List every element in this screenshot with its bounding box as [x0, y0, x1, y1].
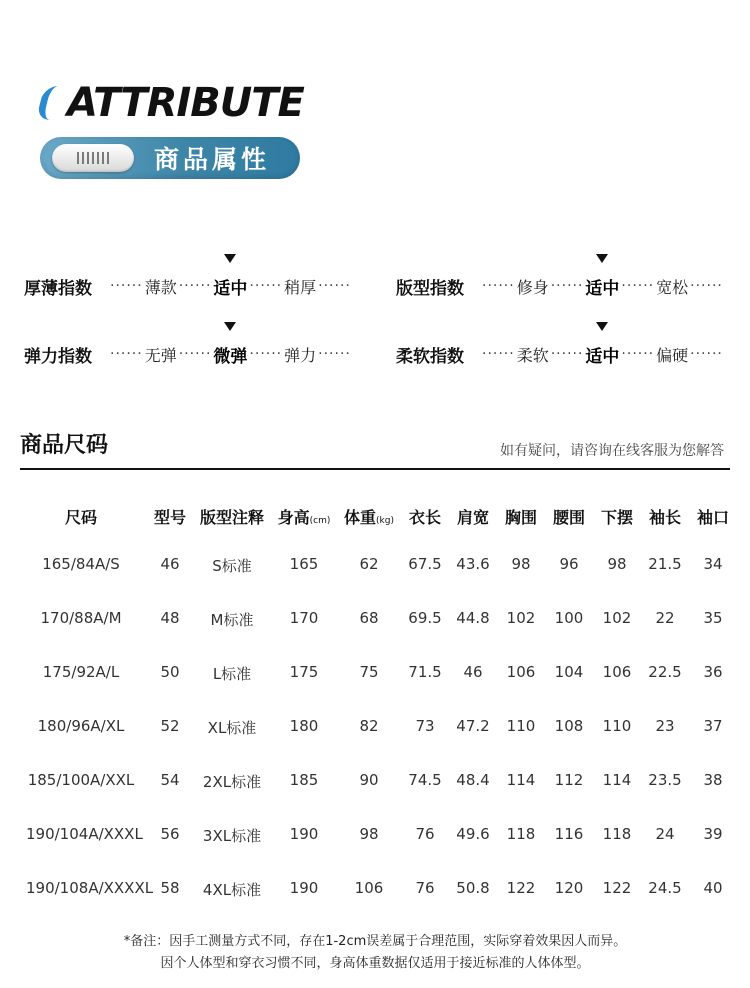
table-cell: 47.2 [456, 717, 490, 735]
table-cell: 190/104A/XXXL [26, 825, 143, 843]
note-line-2: 因个人体型和穿衣习惯不同，身高体重数据仅适用于接近标准的人体体型。 [160, 956, 590, 971]
table-cell: 48.4 [456, 771, 490, 789]
size-section-hint: 如有疑问，请咨询在线客服为您解答 [500, 443, 724, 459]
table-cell: 185/100A/XXL [27, 771, 135, 789]
pill-title: 商品属性 [154, 145, 271, 174]
table-cell: 122 [602, 879, 632, 897]
index-row [396, 342, 725, 366]
table-cell: 190 [289, 825, 319, 843]
table-cell: 165/84A/S [42, 555, 120, 573]
table-cell: 48 [160, 609, 180, 627]
header-unit: (cm) [309, 516, 331, 526]
table-cell: 49.6 [456, 825, 490, 843]
table-cell: 98 [359, 825, 379, 843]
table-cell: 76 [415, 879, 435, 897]
index-dots: ······ [550, 278, 584, 294]
index-dots: ······ [482, 346, 515, 362]
table-cell: 58 [160, 879, 180, 897]
index-option-selected: 适中 [585, 346, 620, 367]
attribute-logo [40, 80, 304, 126]
table-cell: 76 [415, 825, 435, 843]
index-row [396, 274, 725, 298]
header-label: 版型注释 [199, 508, 264, 527]
table-cell: 39 [703, 825, 723, 843]
table-cell: 23.5 [648, 771, 682, 789]
index-label: 弹力指数 [24, 346, 92, 367]
header-label: 下摆 [600, 508, 633, 527]
index-option: 修身 [516, 277, 549, 297]
table-cell: 44.8 [456, 609, 490, 627]
table-cell: 38 [703, 771, 723, 789]
note-line-1: *备注：因手工测量方式不同，存在1-2cm误差属于合理范围，实际穿着效果因人而异。 [123, 934, 627, 949]
table-cell: 21.5 [648, 555, 682, 573]
table-cell: 118 [506, 825, 536, 843]
header-label: 胸围 [504, 508, 537, 527]
header-label: 袖长 [648, 508, 681, 527]
selected-marker-icon [596, 254, 608, 263]
section-pill [40, 137, 300, 179]
table-cell: 106 [602, 663, 632, 681]
table-cell: 190/108A/XXXXL [26, 879, 154, 897]
index-dots: ······ [482, 278, 515, 294]
table-cell: 100 [554, 609, 584, 627]
index-option: 柔软 [516, 345, 549, 365]
table-cell: 24.5 [648, 879, 682, 897]
index-label: 版型指数 [396, 278, 464, 299]
table-cell: 50 [160, 663, 180, 681]
table-cell: 82 [359, 717, 379, 735]
table-cell: 98 [607, 555, 627, 573]
selected-marker-icon [224, 322, 236, 331]
header-unit: (kg) [376, 516, 394, 526]
table-cell: 96 [559, 555, 579, 573]
table-cell: 56 [160, 825, 180, 843]
header-label: 衣长 [408, 508, 441, 527]
table-cell: 52 [160, 717, 180, 735]
table-cell: 170/88A/M [40, 609, 122, 627]
table-cell: 3XL标准 [202, 827, 262, 845]
table-cell: 170 [289, 609, 319, 627]
table-cell: 180/96A/XL [37, 717, 125, 735]
selected-marker-icon [224, 254, 236, 263]
table-cell: 180 [289, 717, 319, 735]
table-cell: 68 [359, 609, 379, 627]
index-option: 偏硬 [656, 345, 689, 365]
table-cell: 50.8 [456, 879, 490, 897]
table-cell: 112 [554, 771, 584, 789]
table-cell: 73 [415, 717, 435, 735]
header-label: 肩宽 [456, 508, 489, 527]
table-cell: 106 [506, 663, 536, 681]
index-row [24, 274, 353, 298]
index-dots: ······ [318, 346, 351, 362]
table-cell: 67.5 [408, 555, 442, 573]
index-option: 稍厚 [284, 277, 317, 297]
table-cell: 24 [655, 825, 675, 843]
selected-marker-icon [596, 322, 608, 331]
table-cell: S标准 [212, 557, 252, 575]
table-cell: 114 [506, 771, 536, 789]
index-option: 宽松 [656, 277, 689, 297]
table-cell: 69.5 [408, 609, 442, 627]
index-dots: ······ [249, 346, 283, 362]
index-dots: ······ [178, 346, 212, 362]
table-cell: 122 [506, 879, 536, 897]
size-section-title: 商品尺码 [20, 433, 109, 458]
table-cell: 40 [703, 879, 723, 897]
toggle-knob-icon [52, 144, 134, 172]
table-cell: 106 [354, 879, 384, 897]
index-label: 柔软指数 [396, 346, 464, 367]
table-cell: 175 [289, 663, 319, 681]
index-option-selected: 适中 [213, 278, 248, 299]
index-dots: ······ [621, 278, 655, 294]
table-cell: 36 [703, 663, 723, 681]
index-option-selected: 微弹 [213, 346, 248, 367]
index-dots: ······ [178, 278, 212, 294]
table-cell: 120 [554, 879, 584, 897]
index-row [24, 342, 353, 366]
table-cell: 114 [602, 771, 632, 789]
table-cell: 110 [602, 717, 632, 735]
table-cell: 185 [289, 771, 319, 789]
table-cell: L标准 [212, 665, 252, 683]
index-option: 薄款 [144, 277, 177, 297]
logo-bracket-icon [36, 86, 61, 120]
index-option: 弹力 [284, 345, 317, 365]
table-cell: 71.5 [408, 663, 442, 681]
index-dots: ······ [110, 346, 143, 362]
table-cell: 110 [506, 717, 536, 735]
index-dots: ······ [621, 346, 655, 362]
table-cell: 90 [359, 771, 379, 789]
table-cell: 34 [703, 555, 723, 573]
table-cell: 4XL标准 [202, 881, 262, 899]
index-label: 厚薄指数 [24, 278, 92, 299]
index-dots: ······ [690, 278, 723, 294]
table-cell: 118 [602, 825, 632, 843]
table-cell: XL标准 [207, 719, 257, 737]
index-option-selected: 适中 [585, 278, 620, 299]
header-label: 袖口 [696, 508, 729, 527]
table-cell: 102 [506, 609, 536, 627]
table-cell: 102 [602, 609, 632, 627]
index-dots: ······ [318, 278, 351, 294]
table-cell: 62 [359, 555, 379, 573]
header-label: 身高 [277, 508, 310, 527]
table-cell: 165 [289, 555, 319, 573]
table-cell: 46 [160, 555, 180, 573]
table-cell: 2XL标准 [202, 773, 262, 791]
table-cell: 190 [289, 879, 319, 897]
header-label: 体重 [344, 508, 377, 527]
index-dots: ······ [690, 346, 723, 362]
index-dots: ······ [249, 278, 283, 294]
table-cell: 22.5 [648, 663, 682, 681]
table-cell: 116 [554, 825, 584, 843]
index-dots: ······ [110, 278, 143, 294]
table-header-cell [658, 505, 750, 528]
table-cell: 108 [554, 717, 584, 735]
table-cell: 37 [703, 717, 723, 735]
table-cell: 23 [655, 717, 675, 735]
table-cell: 75 [359, 663, 379, 681]
logo-text: ATTRIBUTE [67, 80, 304, 126]
table-cell: 35 [703, 609, 723, 627]
table-cell: M标准 [210, 611, 254, 629]
table-cell: 22 [655, 609, 675, 627]
header-label: 尺码 [64, 508, 97, 527]
table-cell: 175/92A/L [42, 663, 120, 681]
table-cell: 46 [463, 663, 483, 681]
table-cell: 43.6 [456, 555, 490, 573]
index-dots: ······ [550, 346, 584, 362]
table-cell: 74.5 [408, 771, 442, 789]
table-cell: 54 [160, 771, 180, 789]
header-label: 腰围 [552, 508, 585, 527]
table-cell: 98 [511, 555, 531, 573]
table-cell: 104 [554, 663, 584, 681]
header-label: 型号 [153, 508, 186, 527]
section-divider [20, 468, 730, 470]
index-option: 无弹 [144, 345, 177, 365]
